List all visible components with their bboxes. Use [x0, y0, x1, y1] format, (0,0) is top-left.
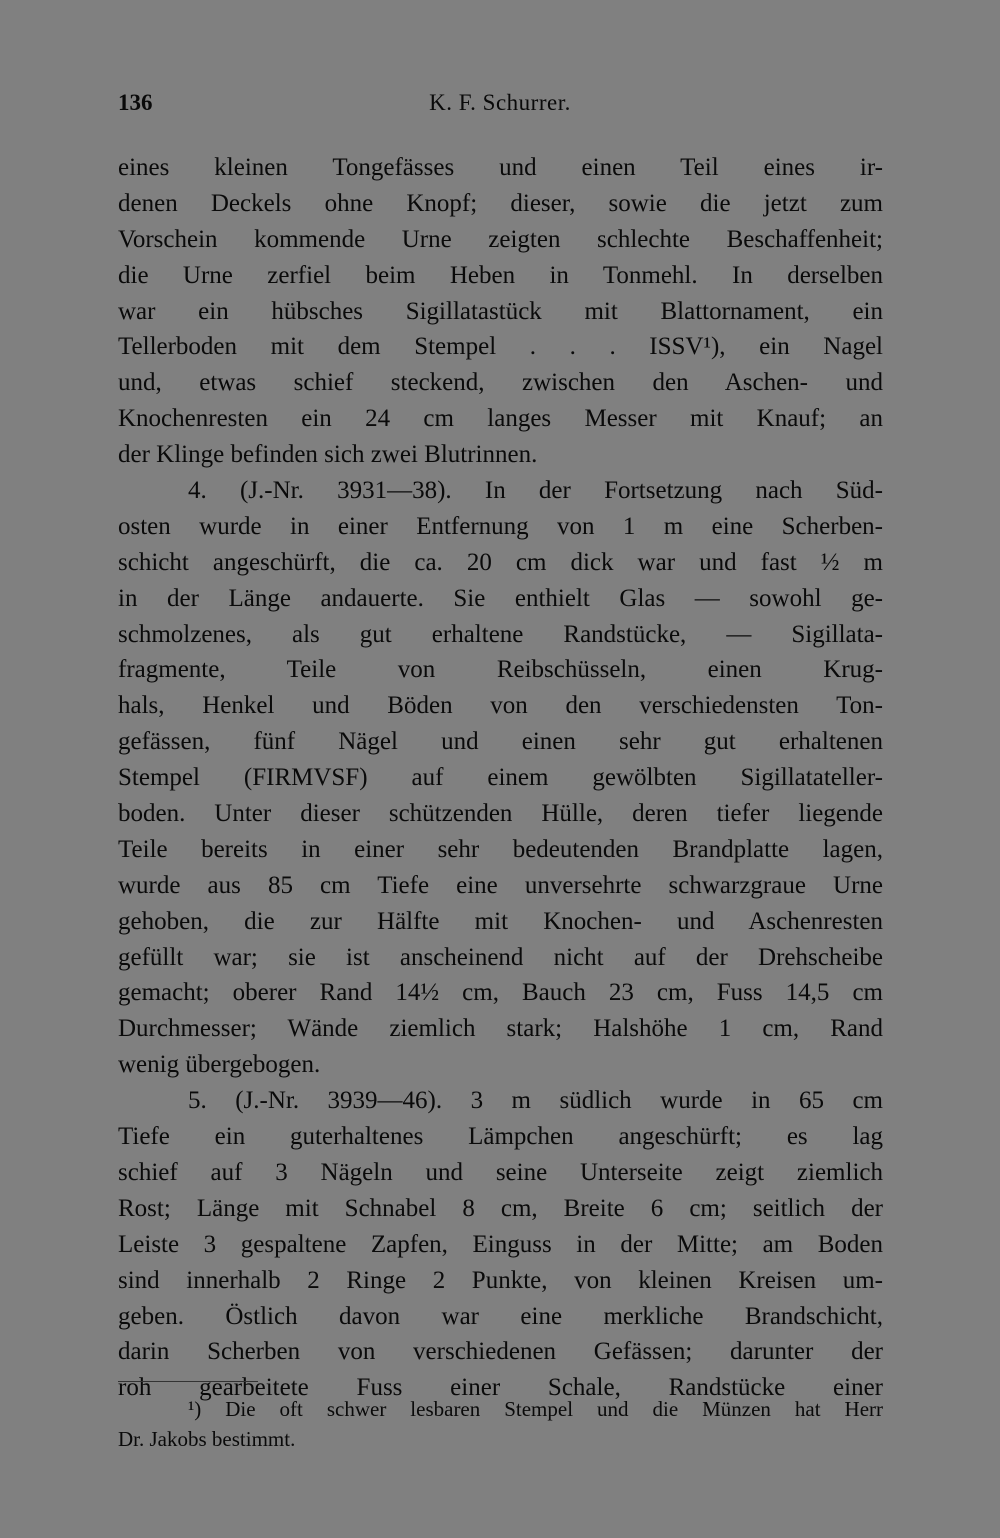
text-line: eines kleinen Tongefässes und einen Teil eines ir- — [118, 154, 883, 181]
text-line: der Klinge befinden sich zwei Blutrinnen. — [118, 441, 538, 469]
text-line: fragmente, Teile von Reibschüsseln, einen Krug- — [118, 656, 883, 684]
text-line: denen Deckels ohne Knopf; dieser, sowie die jetzt zum — [118, 189, 883, 217]
text-line: gefässen, fünf Nägel und einen sehr gut erhaltenen — [118, 728, 883, 756]
text-line: 4. (J.-Nr. 3931—38). In der Fortsetzung nach Süd- — [188, 477, 883, 505]
text-line: Knochenresten ein 24 cm langes Messer mit Knauf; an — [118, 405, 883, 433]
text-line: gehoben, die zur Hälfte mit Knochen- und Aschenresten — [118, 907, 883, 935]
text-line: darin Scherben von verschiedenen Gefässen; darunter der — [118, 1338, 883, 1366]
footnote-line: ¹) Die oft schwer lesbaren Stempel und die Münzen hat Herr — [188, 1397, 883, 1421]
text-line: die Urne zerfiel beim Heben in Tonmehl. In derselben — [118, 261, 883, 289]
text-line: Rost; Länge mit Schnabel 8 cm, Breite 6 cm; seitlich der — [118, 1194, 883, 1222]
text-line: boden. Unter dieser schützenden Hülle, deren tiefer liegende — [118, 800, 883, 828]
page-header — [118, 90, 882, 120]
footnote-line: Dr. Jakobs bestimmt. — [118, 1427, 296, 1451]
text-line: Tiefe ein guterhaltenes Lämpchen angeschürft; es lag — [118, 1123, 883, 1151]
text-line: gemacht; oberer Rand 14½ cm, Bauch 23 cm, Fuss 14,5 cm — [118, 979, 883, 1007]
text-line: geben. Östlich davon war eine merkliche Brandschicht, — [118, 1302, 883, 1330]
text-line: Stempel (FIRMVSF) auf einem gewölbten Sigillatateller- — [118, 764, 883, 792]
text-line: schmolzenes, als gut erhaltene Randstücke, — Sigillata- — [118, 620, 883, 648]
text-line: wurde aus 85 cm Tiefe eine unversehrte schwarzgraue Urne — [118, 871, 883, 899]
text-line: schicht angeschürft, die ca. 20 cm dick war und fast ½ m — [118, 548, 883, 576]
text-line: Vorschein kommende Urne zeigten schlechte Beschaffenheit; — [118, 225, 883, 253]
page-number: 136 — [118, 90, 153, 115]
text-line: roh gearbeitete Fuss einer Schale, Randstücke einer — [118, 1374, 883, 1402]
text-line: schief auf 3 Nägeln und seine Unterseite zeigt ziemlich — [118, 1158, 883, 1186]
footnote-rule — [118, 1381, 258, 1382]
text-line: in der Länge andauerte. Sie enthielt Glas — sowohl ge- — [118, 584, 883, 612]
text-line: Teile bereits in einer sehr bedeutenden Brandplatte lagen, — [118, 835, 883, 863]
body-text — [118, 150, 883, 1406]
text-line: hals, Henkel und Böden von den verschiedensten Ton- — [118, 692, 883, 720]
text-line: Durchmesser; Wände ziemlich stark; Halshöhe 1 cm, Rand — [118, 1015, 883, 1043]
running-title: K. F. Schurrer. — [429, 90, 571, 115]
text-line: osten wurde in einer Entfernung von 1 m eine Scherben- — [118, 512, 883, 540]
text-line: Leiste 3 gespaltene Zapfen, Einguss in der Mitte; am Boden — [118, 1230, 883, 1258]
text-line: und, etwas schief steckend, zwischen den Aschen- und — [118, 369, 883, 397]
text-line: Tellerboden mit dem Stempel . . . ISSV¹), ein Nagel — [118, 333, 883, 361]
text-line: wenig übergebogen. — [118, 1051, 321, 1079]
text-line: sind innerhalb 2 Ringe 2 Punkte, von kleinen Kreisen um- — [118, 1266, 883, 1294]
text-line: war ein hübsches Sigillatastück mit Blattornament, ein — [118, 297, 883, 325]
text-line: gefüllt war; sie ist anscheinend nicht auf der Drehscheibe — [118, 943, 883, 971]
text-line: 5. (J.-Nr. 3939—46). 3 m südlich wurde in 65 cm — [188, 1087, 883, 1115]
footnote — [118, 1394, 883, 1454]
